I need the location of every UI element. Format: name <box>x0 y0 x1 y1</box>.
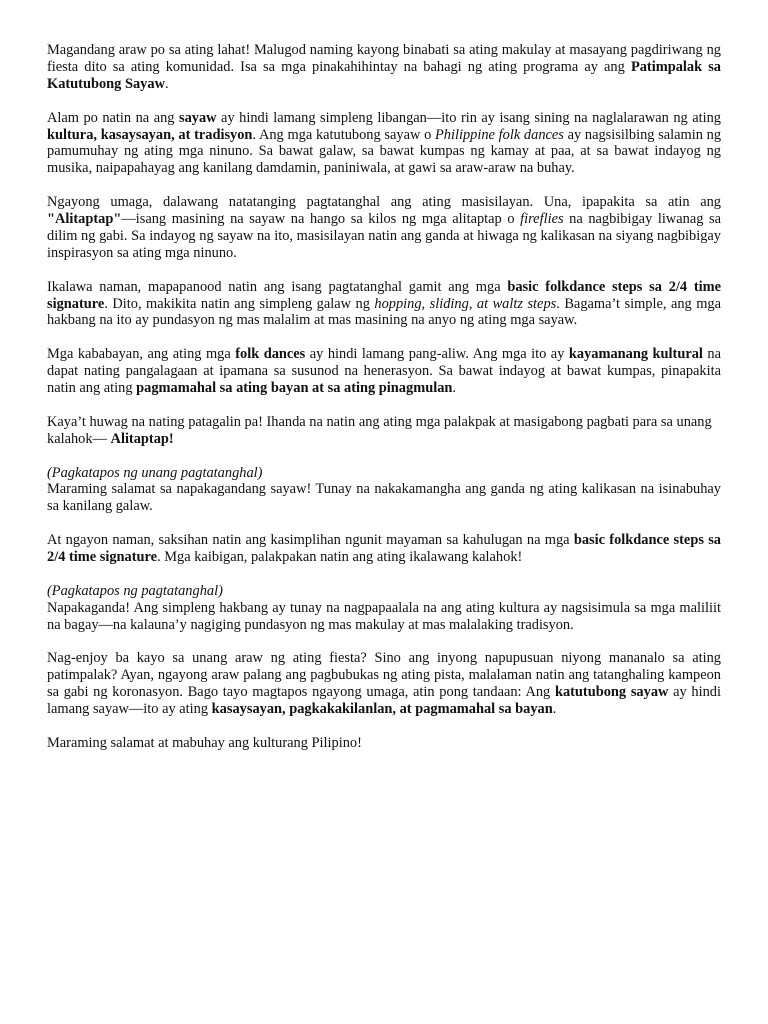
text-run: . <box>452 380 456 397</box>
document-page <box>47 42 721 769</box>
text-run: ay hindi lamang simpleng libangan—ito rin ay isang sining na naglalarawan ng ating <box>216 109 721 126</box>
text-run: ay nagsisilbing salamin ng pamumuhay ng ating mga ninuno. Sa bawat galaw, sa bawat kumpas ng kamay at paa, at sa bawat indayog ng musika, naipapahayag ang kanilang damdamin, paniniwala, at gawi sa araw-araw na buhay. <box>47 126 722 177</box>
paragraph-farewell <box>47 735 721 752</box>
text-run: . <box>552 701 557 718</box>
stage-direction: (Pagkatapos ng unang pagtatanghal) <box>47 464 263 481</box>
paragraph-after-first <box>47 465 721 516</box>
text-run: Ngayong umaga, dalawang natatanging pagtatanghal ang ating masisilayan. Una, ipapakita sa atin ang <box>47 194 721 211</box>
text-run: —isang masining na sayaw na hango sa kilos ng mga alitaptap o <box>121 211 521 228</box>
bold-text: katutubong sayaw <box>554 684 669 701</box>
text-run: . Bagama’t simple, ang mga hakbang na ito ay pundasyon ng mas malalim at mas masining na anyo ng ating mga sayaw. <box>47 295 721 329</box>
italic-text: Philippine folk dances <box>434 126 564 143</box>
italic-text: fireflies <box>520 211 564 228</box>
text-run: At ngayon naman, saksihan natin ang kasimplihan ngunit mayaman sa kahulugan na mga <box>47 532 574 549</box>
text-run: Maraming salamat sa napakagandang sayaw! Tunay na nakakamangha ang ganda ng ating kalikasan na isinabuhay sa kanilang galaw. <box>47 481 721 515</box>
paragraph-closing <box>47 650 721 718</box>
bold-text: kultura, kasaysayan, at tradisyon <box>47 126 253 143</box>
bold-text: kasaysayan, pagkakakilanlan, at pagmamahal sa bayan <box>211 701 553 718</box>
text-run: na dapat nating pangalagaan at ipamana sa susunod na henerasyon. Sa bawat indayog at bawat kumpas, pinapakita natin ang ating <box>47 346 721 397</box>
bold-text: kayamanang kultural <box>568 346 703 363</box>
bold-text: Patimpalak sa Katutubong Sayaw <box>47 58 721 92</box>
text-run: . Mga kaibigan, palakpakan natin ang ating ikalawang kalahok! <box>157 549 523 566</box>
paragraph-call-second <box>47 532 721 566</box>
paragraph-about-sayaw <box>47 110 721 178</box>
paragraph-folk-dances <box>47 346 721 397</box>
text-run: na nagbibigay liwanag sa dilim ng gabi. Sa indayog ng sayaw na ito, masisilayan natin ang ganda at hiwaga ng kalikasan na siyang nagbibigay inspirasyon sa ating mga ninuno. <box>47 211 721 261</box>
bold-text: basic folkdance steps sa 2/4 time signature <box>47 278 721 312</box>
stage-direction: (Pagkatapos ng pagtatanghal) <box>47 582 223 599</box>
paragraph-after-second <box>47 583 721 634</box>
text-run: Magandang araw po sa ating lahat! Malugod naming kayong binabati sa ating makulay at masayang pagdiriwang ng fiesta dito sa ating komunidad. Isa sa mga pinakahihintay na bahagi ng ating programa ay ang <box>47 42 721 75</box>
text-run: Napakaganda! Ang simpleng hakbang ay tunay na nagpapaalala na ang ating kultura ay nagsisimula sa mga maliliit na bagay—na kalauna’y nagiging pundasyon ng mas makulay at mas malalaking tradisyon. <box>47 599 721 633</box>
text-run: Alam po natin na ang <box>47 109 179 126</box>
text-run: Kaya’t huwag na nating patagalin pa! Ihanda na natin ang ating mga palakpak at masigabong pagbati para sa unang kalahok— <box>47 413 712 447</box>
bold-text: pagmamahal sa ating bayan at sa ating pinagmulan <box>136 380 453 397</box>
bold-text: "Alitaptap" <box>47 211 122 228</box>
text-run: . <box>164 75 169 92</box>
paragraph-basic-steps <box>47 279 721 330</box>
text-run: Mga kababayan, ang ating mga <box>47 346 236 363</box>
text-run: ay hindi lamang sayaw—ito ay ating <box>47 684 721 718</box>
text-run: . Ang mga katutubong sayaw o <box>252 126 435 143</box>
paragraph-call-first <box>47 414 721 448</box>
text-run: . Dito, makikita natin ang simpleng galaw ng <box>104 295 375 312</box>
text-run: ay hindi lamang pang-aliw. Ang mga ito ay <box>305 346 569 363</box>
bold-text: basic folkdance steps sa 2/4 time signature <box>47 532 721 566</box>
paragraph-intro <box>47 42 721 93</box>
bold-text: Alitaptap! <box>110 430 174 447</box>
text-run: Nag-enjoy ba kayo sa unang araw ng ating fiesta? Sino ang inyong napupusuan niyong mananalo sa ating patimpalak? Ayan, ngayong araw palang ang pagbubukas ng ating pista, malalaman natin ang tatanghaling kampeon sa gabi ng koronasyon. Bago tayo magtapos ngayong umaga, atin pong tandaan: Ang <box>47 650 721 701</box>
bold-text: folk dances <box>235 346 306 363</box>
italic-text: hopping, sliding, at waltz steps <box>374 295 557 312</box>
text-run: Ikalawa naman, mapapanood natin ang isang pagtatanghal gamit ang mga <box>47 278 508 295</box>
bold-text: sayaw <box>178 109 217 126</box>
text-run: Maraming salamat at mabuhay ang kulturang Pilipino! <box>47 735 362 751</box>
paragraph-alitaptap <box>47 194 721 262</box>
